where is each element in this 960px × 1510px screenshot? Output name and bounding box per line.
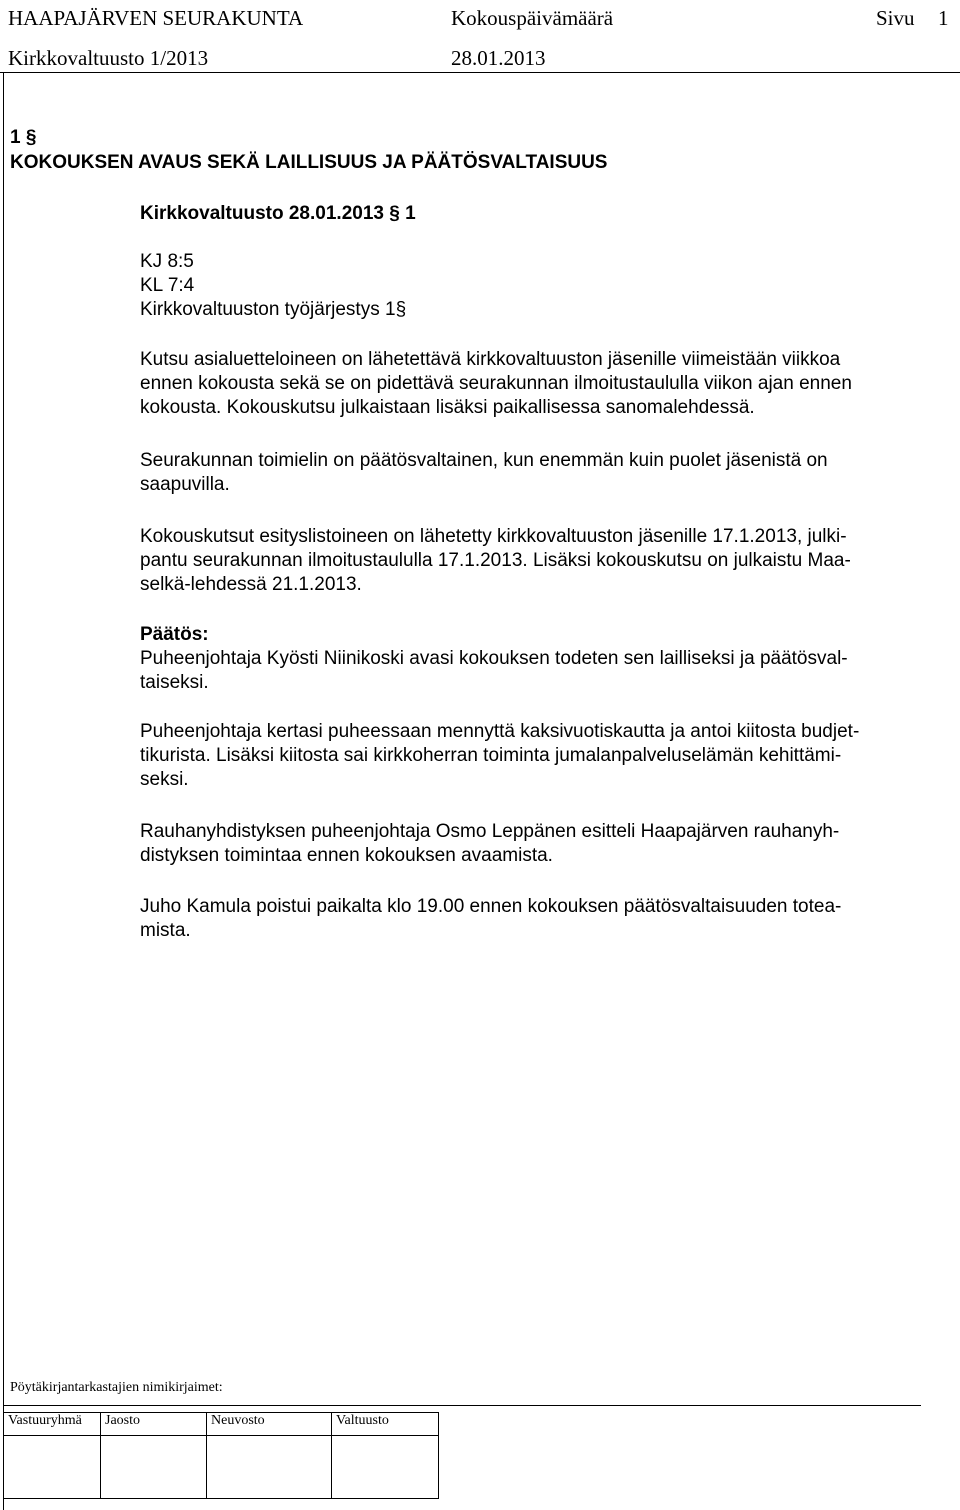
paragraph-quorum xyxy=(140,449,930,497)
approval-table xyxy=(3,1412,439,1499)
paragraph-invitation xyxy=(140,348,930,420)
decision-paragraph-1 xyxy=(140,647,930,695)
text-line: distyksen toimintaa ennen kokouksen avaamista. xyxy=(140,845,553,866)
section-title: KOKOUKSEN AVAUS SEKÄ LAILLISUUS JA PÄÄTÖSVALTAISUUS xyxy=(10,152,608,173)
decision-paragraph-2 xyxy=(140,720,930,792)
legal-reference: Kirkkovaltuuston työjärjestys 1§ xyxy=(140,299,407,320)
section-sign-icon: § xyxy=(395,299,407,320)
paragraph-notice xyxy=(140,525,930,597)
page-label: Sivu xyxy=(876,6,915,30)
text-line: saapuvilla. xyxy=(140,474,230,495)
table-header-vastuuryhma: Vastuuryhmä xyxy=(4,1413,101,1436)
legal-reference: KJ 8:5 xyxy=(140,251,194,272)
org-name: HAAPAJÄRVEN SEURAKUNTA xyxy=(8,6,304,30)
table-header-neuvosto: Neuvosto xyxy=(207,1413,332,1436)
meeting-ref: Kirkkovaltuusto 1/2013 xyxy=(8,46,209,70)
table-row xyxy=(4,1413,439,1436)
section-reference: Kirkkovaltuusto 28.01.2013 § 1 xyxy=(140,203,416,224)
left-margin-rule xyxy=(3,72,4,1510)
text-line: Kutsu asialuetteloineen on lähetettävä kirkkovaltuuston jäsenille viimeistään viikkoa xyxy=(140,349,841,370)
section-number: 1 § xyxy=(10,127,37,148)
header-rule xyxy=(0,72,960,73)
table-header-valtuusto: Valtuusto xyxy=(332,1413,439,1436)
table-cell xyxy=(4,1436,101,1499)
section-sign-icon: § xyxy=(25,127,37,148)
table-cell xyxy=(207,1436,332,1499)
date-label: Kokouspäivämäärä xyxy=(451,6,614,30)
section-sign-icon: § xyxy=(389,203,400,224)
text-line: Kokouskutsut esityslistoineen on lähetetty kirkkovaltuuston jäsenille 17.1.2013, julki- xyxy=(140,526,847,547)
text-line: Puheenjohtaja Kyösti Niinikoski avasi kokouksen todeten sen lailliseksi ja päätösval- xyxy=(140,648,848,669)
signature-line xyxy=(3,1405,921,1406)
decision-paragraph-3 xyxy=(140,820,930,868)
text-line: tikurista. Lisäksi kiitosta sai kirkkoherran toiminta jumalanpalveluselämän kehittämi- xyxy=(140,745,842,766)
text-line: Juho Kamula poistui paikalta klo 19.00 ennen kokouksen päätösvaltaisuuden totea- xyxy=(140,896,842,917)
decision-paragraph-4 xyxy=(140,895,930,943)
table-cell xyxy=(101,1436,207,1499)
table-header-jaosto: Jaosto xyxy=(101,1413,207,1436)
text-line: seksi. xyxy=(140,769,189,790)
text-line: selkä-lehdessä 21.1.2013. xyxy=(140,574,362,595)
text-line: pantu seurakunnan ilmoitustaululla 17.1.2013. Lisäksi kokouskutsu on julkaistu Maa- xyxy=(140,550,851,571)
page-number: 1 xyxy=(938,6,949,30)
text-line: Seurakunnan toimielin on päätösvaltainen, kun enemmän kuin puolet jäsenistä on xyxy=(140,450,828,471)
legal-references xyxy=(140,250,930,322)
legal-reference: KL 7:4 xyxy=(140,275,195,296)
text-line: Puheenjohtaja kertasi puheessaan mennyttä kaksivuotiskautta ja antoi kiitosta budjet- xyxy=(140,721,860,742)
table-cell xyxy=(332,1436,439,1499)
text-line: mista. xyxy=(140,920,191,941)
meeting-date: 28.01.2013 xyxy=(451,46,546,70)
signatures-label: Pöytäkirjantarkastajien nimikirjaimet: xyxy=(10,1380,223,1395)
text-line: Rauhanyhdistyksen puheenjohtaja Osmo Leppänen esitteli Haapajärven rauhanyh- xyxy=(140,821,840,842)
text-line: ennen kokousta sekä se on pidettävä seurakunnan ilmoitustaululla viikon ajan ennen xyxy=(140,373,852,394)
table-row xyxy=(4,1436,439,1499)
decision-label: Päätös: xyxy=(140,624,209,645)
text-line: kokousta. Kokouskutsu julkaistaan lisäksi paikallisessa sanomalehdessä. xyxy=(140,397,755,418)
text-line: taiseksi. xyxy=(140,672,209,693)
